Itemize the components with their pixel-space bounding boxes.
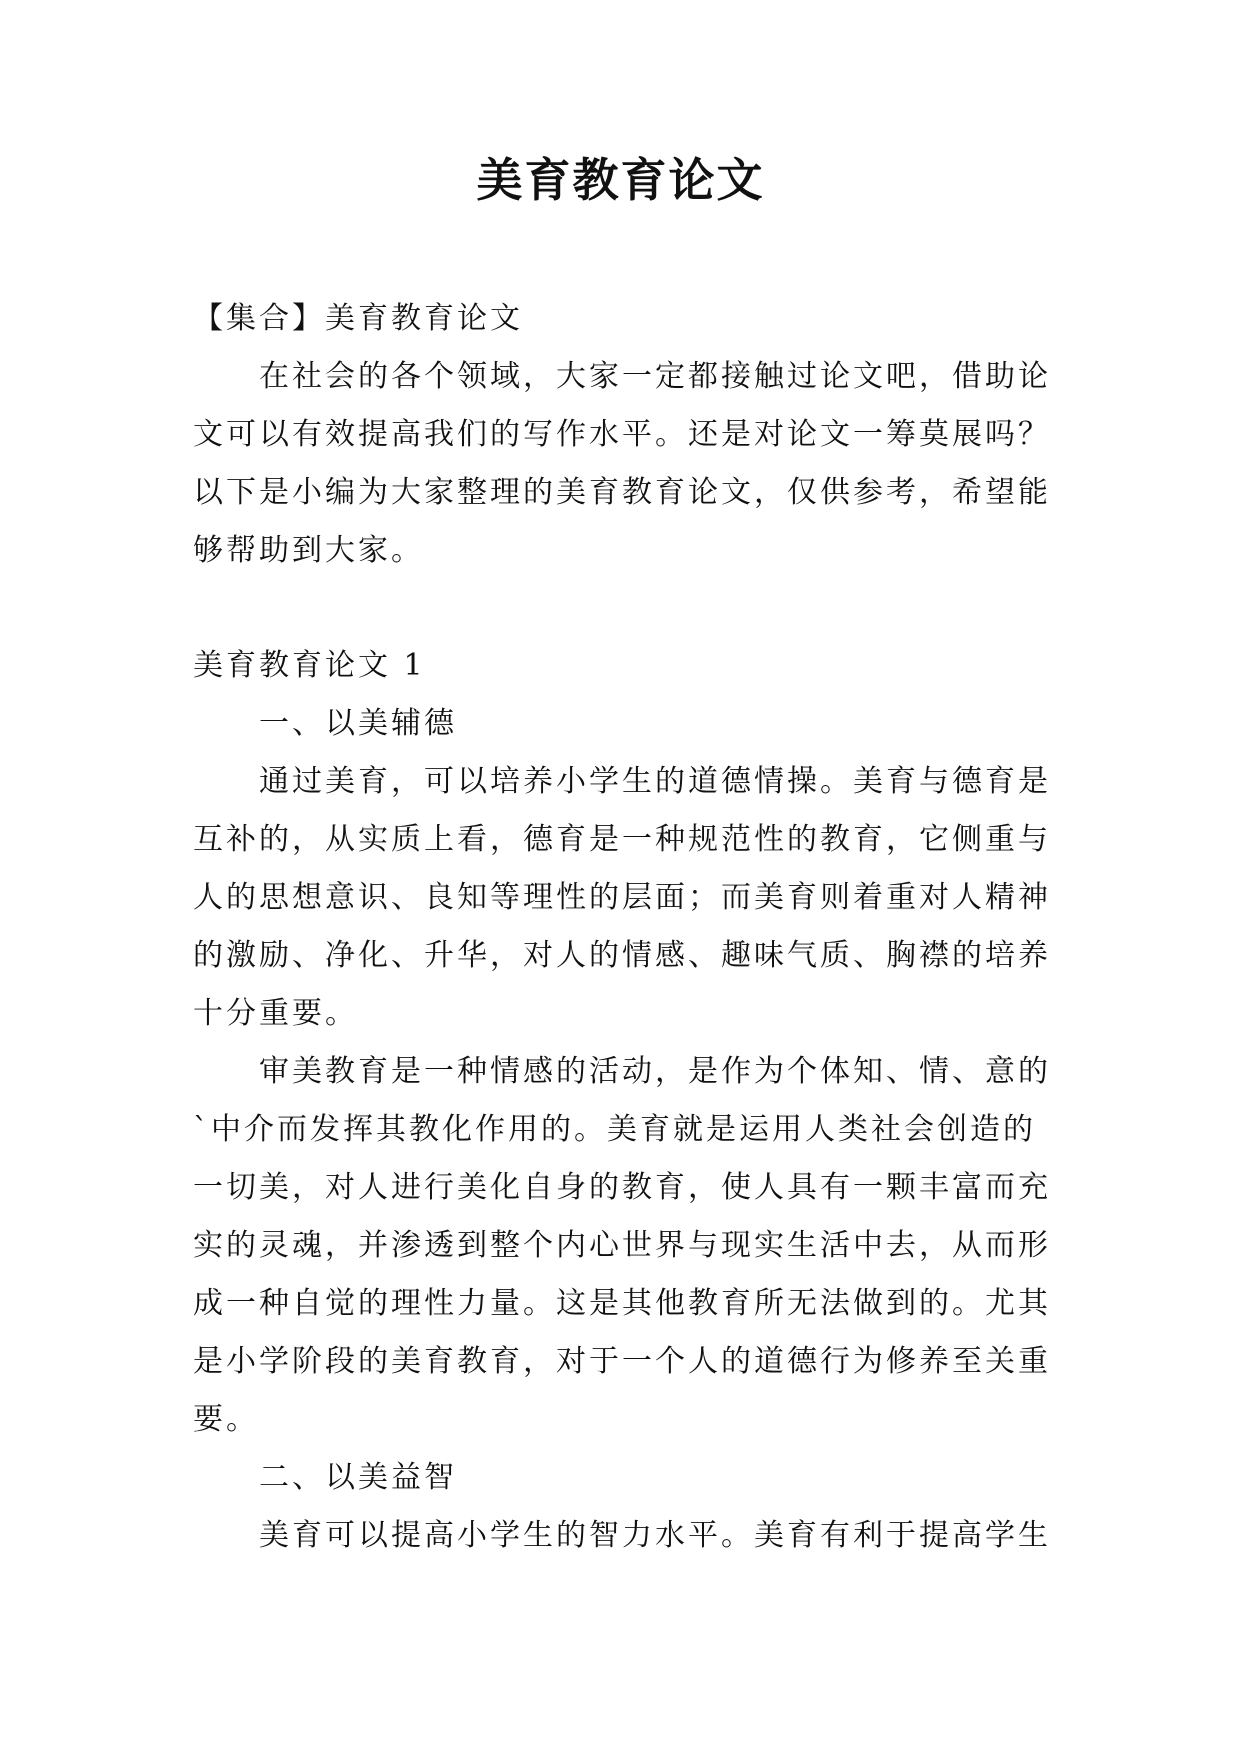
paragraph-line: 是小学阶段的美育教育，对于一个人的道德行为修养至关重	[193, 1344, 1051, 1379]
intro-line: 以下是小编为大家整理的美育教育论文，仅供参考，希望能	[193, 475, 1051, 510]
document-subtitle: 【集合】美育教育论文	[193, 301, 523, 336]
document-body	[193, 290, 1055, 1565]
paragraph-line: `中介而发挥其教化作用的。美育就是运用人类社会创造的	[193, 1112, 1036, 1147]
paragraph-line: 的激励、净化、升华，对人的情感、趣味气质、胸襟的培养	[193, 938, 1051, 973]
intro-line: 够帮助到大家。	[193, 533, 424, 568]
section-title: 美育教育论文 1	[193, 648, 426, 683]
section-heading: 一、以美辅德	[259, 706, 457, 741]
paragraph-line: 成一种自觉的理性力量。这是其他教育所无法做到的。尤其	[193, 1286, 1051, 1321]
paragraph-line: 实的灵魂，并渗透到整个内心世界与现实生活中去，从而形	[193, 1228, 1051, 1263]
paragraph-line: 审美教育是一种情感的活动，是作为个体知、情、意的	[259, 1054, 1051, 1089]
paragraph-line: 十分重要。	[193, 996, 358, 1031]
document-title: 美育教育论文	[476, 153, 765, 207]
section-heading: 二、以美益智	[259, 1460, 457, 1495]
paragraph-gap	[193, 580, 1055, 637]
paragraph-line: 美育可以提高小学生的智力水平。美育有利于提高学生	[259, 1518, 1051, 1553]
intro-line: 文可以有效提高我们的写作水平。还是对论文一筹莫展吗？	[193, 417, 1051, 452]
paragraph-line: 要。	[193, 1402, 259, 1437]
paragraph-line: 通过美育，可以培养小学生的道德情操。美育与德育是	[259, 764, 1051, 799]
paragraph-line: 一切美，对人进行美化自身的教育，使人具有一颗丰富而充	[193, 1170, 1051, 1205]
paragraph-line: 人的思想意识、良知等理性的层面；而美育则着重对人精神	[193, 880, 1051, 915]
intro-line: 在社会的各个领域，大家一定都接触过论文吧，借助论	[259, 359, 1051, 394]
paragraph-line: 互补的，从实质上看，德育是一种规范性的教育，它侧重与	[193, 822, 1051, 857]
